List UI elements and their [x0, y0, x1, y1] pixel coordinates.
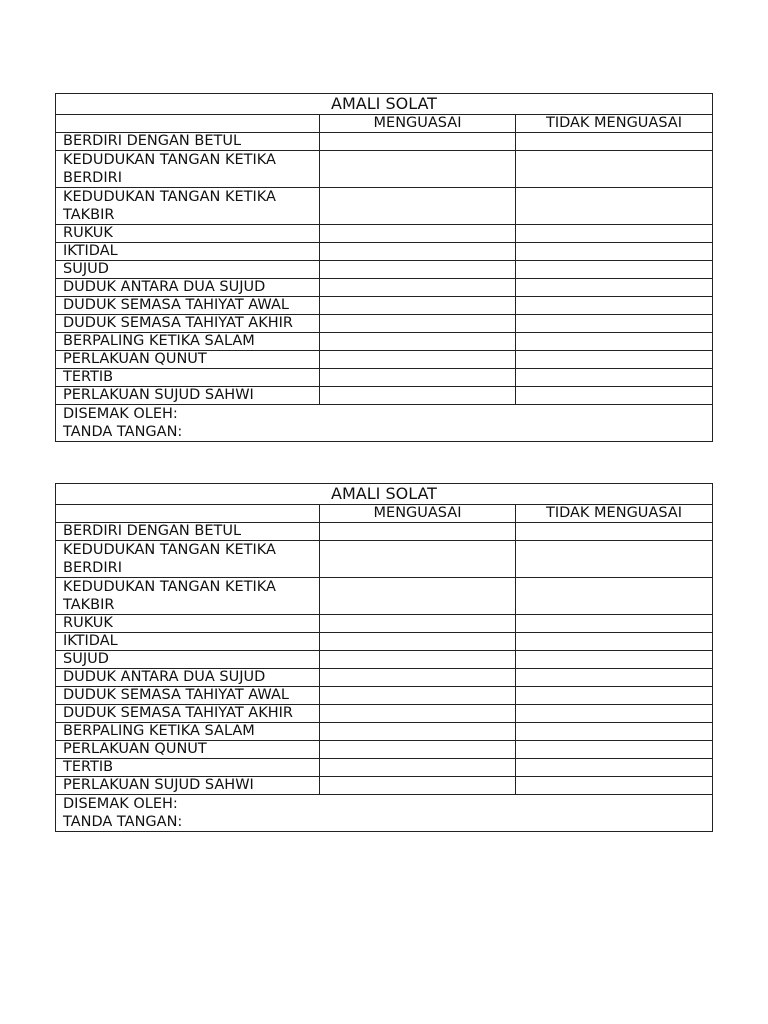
column-header-row [56, 115, 713, 133]
table-row [56, 651, 713, 669]
assessment-table [55, 483, 713, 832]
menguasai-cell[interactable] [320, 315, 516, 333]
tidak-menguasai-cell[interactable] [516, 523, 713, 541]
table-row [56, 225, 713, 243]
tidak-menguasai-cell[interactable] [516, 133, 713, 151]
tidak-menguasai-cell[interactable] [516, 333, 713, 351]
menguasai-cell[interactable] [320, 243, 516, 261]
table-row [56, 333, 713, 351]
tidak-menguasai-cell[interactable] [516, 225, 713, 243]
menguasai-cell[interactable] [320, 387, 516, 405]
menguasai-column-header: MENGUASAI [320, 505, 516, 523]
table-row [56, 759, 713, 777]
menguasai-cell[interactable] [320, 651, 516, 669]
title-row [56, 484, 713, 505]
column-header-row [56, 505, 713, 523]
menguasai-cell[interactable] [320, 297, 516, 315]
tidak-menguasai-cell[interactable] [516, 759, 713, 777]
item-label: DUDUK SEMASA TAHIYAT AKHIR [56, 705, 320, 723]
tidak-menguasai-cell[interactable] [516, 243, 713, 261]
tidak-menguasai-cell[interactable] [516, 615, 713, 633]
signature-block[interactable] [56, 795, 713, 832]
item-label: DUDUK SEMASA TAHIYAT AWAL [56, 687, 320, 705]
tidak-menguasai-cell[interactable] [516, 188, 713, 225]
item-label: BERDIRI DENGAN BETUL [56, 523, 320, 541]
item-label: RUKUK [56, 615, 320, 633]
table-row [56, 387, 713, 405]
amali-solat-form-2 [55, 483, 712, 832]
tidak-menguasai-column-header: TIDAK MENGUASAI [516, 115, 713, 133]
item-label: RUKUK [56, 225, 320, 243]
tidak-menguasai-cell[interactable] [516, 687, 713, 705]
item-column-header [56, 505, 320, 523]
menguasai-cell[interactable] [320, 369, 516, 387]
item-label: PERLAKUAN SUJUD SAHWI [56, 387, 320, 405]
item-label: DUDUK ANTARA DUA SUJUD [56, 669, 320, 687]
tidak-menguasai-cell[interactable] [516, 669, 713, 687]
table-row [56, 633, 713, 651]
item-label: KEDUDUKAN TANGAN KETIKA TAKBIR [56, 578, 320, 615]
table-row [56, 541, 713, 578]
signature-label: TANDA TANGAN: [63, 424, 183, 440]
tidak-menguasai-cell[interactable] [516, 369, 713, 387]
item-label: PERLAKUAN SUJUD SAHWI [56, 777, 320, 795]
checked-by-label: DISEMAK OLEH: [63, 406, 178, 422]
form-title: AMALI SOLAT [56, 484, 713, 505]
footer-row [56, 795, 713, 832]
menguasai-cell[interactable] [320, 723, 516, 741]
tidak-menguasai-cell[interactable] [516, 315, 713, 333]
menguasai-cell[interactable] [320, 188, 516, 225]
tidak-menguasai-cell[interactable] [516, 633, 713, 651]
tidak-menguasai-cell[interactable] [516, 541, 713, 578]
table-row [56, 351, 713, 369]
menguasai-cell[interactable] [320, 578, 516, 615]
menguasai-cell[interactable] [320, 541, 516, 578]
item-column-header [56, 115, 320, 133]
item-label: KEDUDUKAN TANGAN KETIKA TAKBIR [56, 188, 320, 225]
menguasai-cell[interactable] [320, 669, 516, 687]
footer-row [56, 405, 713, 442]
tidak-menguasai-cell[interactable] [516, 578, 713, 615]
table-row [56, 261, 713, 279]
table-row [56, 315, 713, 333]
title-row [56, 94, 713, 115]
menguasai-cell[interactable] [320, 687, 516, 705]
menguasai-cell[interactable] [320, 633, 516, 651]
table-row [56, 705, 713, 723]
item-label: BERPALING KETIKA SALAM [56, 333, 320, 351]
menguasai-cell[interactable] [320, 133, 516, 151]
item-label: KEDUDUKAN TANGAN KETIKA BERDIRI [56, 151, 320, 188]
tidak-menguasai-cell[interactable] [516, 651, 713, 669]
menguasai-cell[interactable] [320, 351, 516, 369]
table-row [56, 741, 713, 759]
menguasai-cell[interactable] [320, 261, 516, 279]
tidak-menguasai-cell[interactable] [516, 723, 713, 741]
item-label: TERTIB [56, 759, 320, 777]
signature-label: TANDA TANGAN: [63, 814, 183, 830]
menguasai-cell[interactable] [320, 151, 516, 188]
table-row [56, 369, 713, 387]
tidak-menguasai-cell[interactable] [516, 705, 713, 723]
amali-solat-form-1 [55, 93, 712, 442]
item-label: DUDUK SEMASA TAHIYAT AKHIR [56, 315, 320, 333]
table-row [56, 687, 713, 705]
item-label: DUDUK SEMASA TAHIYAT AWAL [56, 297, 320, 315]
table-row [56, 615, 713, 633]
table-row [56, 151, 713, 188]
tidak-menguasai-cell[interactable] [516, 151, 713, 188]
item-label: IKTIDAL [56, 243, 320, 261]
signature-block[interactable] [56, 405, 713, 442]
tidak-menguasai-cell[interactable] [516, 261, 713, 279]
item-label: TERTIB [56, 369, 320, 387]
item-label: SUJUD [56, 651, 320, 669]
menguasai-cell[interactable] [320, 705, 516, 723]
item-label: BERDIRI DENGAN BETUL [56, 133, 320, 151]
table-row [56, 723, 713, 741]
item-label: IKTIDAL [56, 633, 320, 651]
table-row [56, 297, 713, 315]
tidak-menguasai-cell[interactable] [516, 279, 713, 297]
table-row [56, 279, 713, 297]
tidak-menguasai-column-header: TIDAK MENGUASAI [516, 505, 713, 523]
item-label: PERLAKUAN QUNUT [56, 351, 320, 369]
menguasai-cell[interactable] [320, 777, 516, 795]
table-row [56, 523, 713, 541]
assessment-table [55, 93, 713, 442]
table-row [56, 777, 713, 795]
item-label: SUJUD [56, 261, 320, 279]
menguasai-cell[interactable] [320, 759, 516, 777]
menguasai-column-header: MENGUASAI [320, 115, 516, 133]
table-row [56, 188, 713, 225]
menguasai-cell[interactable] [320, 333, 516, 351]
table-row [56, 243, 713, 261]
checked-by-label: DISEMAK OLEH: [63, 796, 178, 812]
menguasai-cell[interactable] [320, 523, 516, 541]
table-row [56, 669, 713, 687]
menguasai-cell[interactable] [320, 615, 516, 633]
tidak-menguasai-cell[interactable] [516, 351, 713, 369]
menguasai-cell[interactable] [320, 225, 516, 243]
item-label: KEDUDUKAN TANGAN KETIKA BERDIRI [56, 541, 320, 578]
table-row [56, 578, 713, 615]
tidak-menguasai-cell[interactable] [516, 387, 713, 405]
tidak-menguasai-cell[interactable] [516, 297, 713, 315]
menguasai-cell[interactable] [320, 741, 516, 759]
tidak-menguasai-cell[interactable] [516, 741, 713, 759]
item-label: DUDUK ANTARA DUA SUJUD [56, 279, 320, 297]
table-row [56, 133, 713, 151]
menguasai-cell[interactable] [320, 279, 516, 297]
form-title: AMALI SOLAT [56, 94, 713, 115]
tidak-menguasai-cell[interactable] [516, 777, 713, 795]
item-label: PERLAKUAN QUNUT [56, 741, 320, 759]
item-label: BERPALING KETIKA SALAM [56, 723, 320, 741]
